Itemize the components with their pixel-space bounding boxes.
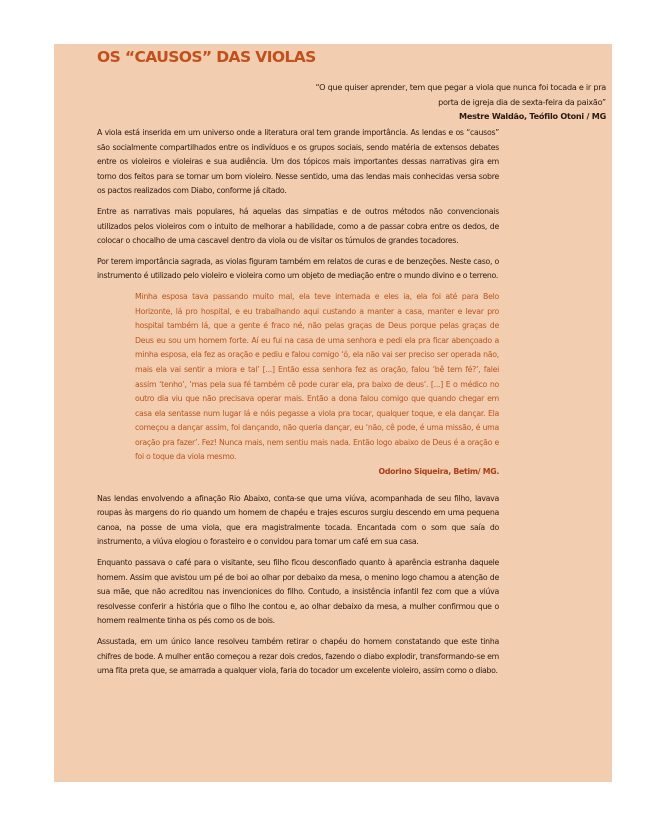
paragraph: Nas lendas envolvendo a afinação Rio Abaixo, conta-se que uma viúva, acompanhada de seu filho, lavava roupas às margens do rio quando um homem de chapéu e trajes escuros surgiu descendo em uma pequena canoa, na posse de uma viola, que era magistralmente tocada. Encantada com o som que saía do instrumento, a viúva elogiou o forasteiro e o convidou para tomar um café em sua casa. bbox=[97, 493, 499, 547]
section-title: OS “CAUSOS” DAS VIOLAS bbox=[97, 48, 316, 66]
paragraph: Por terem importância sagrada, as violas figuram também em relatos de curas e de benzeções. Neste caso, o instrumento é utilizado pelo violeiro e violeira como um objeto de mediação entre o mundo divino e o terreno. bbox=[97, 256, 499, 281]
article-body bbox=[97, 126, 499, 685]
epigraph-text: “O que quiser aprender, tem que pegar a viola que nunca foi tocada e ir pra porta de igreja dia de sexta-feira da paixão” bbox=[315, 82, 606, 107]
epigraph-author: Mestre Waldão, Teófilo Otoni / MG bbox=[459, 111, 606, 121]
paragraph: Entre as narrativas mais populares, há aquelas das simpatias e de outros métodos não convencionais utilizados pelos violeiros com o intuito de melhorar a habilidade, como a de passar cobra entre os dedos, de colocar o chocalho de uma cascavel dentro da viola ou de visitar os túmulos de grandes tocadores. bbox=[97, 206, 499, 246]
paragraph: A viola está inserida em um universo onde a literatura oral tem grande importância. As lendas e os “causos” são socialmente compartilhados entre os indivíduos e os grupos sociais, sendo matéria de extensos debates entre os violeiros e violeiras e sua audiência. Um dos tópicos mais importantes dessas narrativas gira em torno dos feitos para se tornar um bom violeiro. Nesse sentido, uma das lendas mais conhecidas versa sobre os pactos realizados com Diabo, conforme já citado. bbox=[97, 128, 499, 196]
quote-author: Odorino Siqueira, Betim/ MG. bbox=[378, 467, 499, 477]
epigraph bbox=[306, 80, 606, 124]
paragraph: Enquanto passava o café para o visitante, seu filho ficou desconfiado quanto à aparência estranha daquele homem. Assim que avistou um pé de boi ao olhar por debaixo da mesa, o menino logo chamou a atenção de sua mãe, que não acreditou nas invencionices do filho. Contudo, a insistência infantil fez com que a viúva resolvesse conferir a história que o filho lhe contou e, ao olhar debaixo da mesa, a mulher confirmou que o homem realmente tinha os pés como os de bois. bbox=[97, 558, 499, 626]
quote-text: Minha esposa tava passando muito mal, ela teve internada e eles ia, ela foi até para Belo Horizonte, lá pro hospital, e eu trabalhando aqui custando a manter a casa, manter e levar pro hospital também lá, que a gente é fraco né, não pelas graças de Deus porque pelas graças de Deus eu sou um homem forte. Aí eu fui na casa de uma senhora e pedi ela pra ficar abençoado a minha esposa, ela fez as oração e pediu e falou comigo ‘ó, ela não vai ser preciso ser operada não, mais ela vai sentir a miora e tal’ [...] Então essa senhora fez as oração, falou ‘bê tem fé?’, falei assim ‘tenho’, ‘mas pela sua fé também cê pode curar ela, pra baixo de deus’. [...] E o médico no outro dia viu que não precisava operar mais. Então a dona falou comigo que quando chegar em casa ela sentasse num lugar lá e nóis pegasse a viola pra tocar, qualquer toque, e ela dançar. Ela começou a dançar assim, foi dançando, não queria dançar, eu ‘não, cê pode, é uma missão, é uma oração pra fazer’. Fez! Nunca mais, nem sentiu mais nada. Então logo abaixo de Deus é a oração e foi o toque da viola mesmo. bbox=[135, 291, 499, 462]
paragraph: Assustada, em um único lance resolveu também retirar o chapéu do homem constatando que este tinha chifres de bode. A mulher então começou a rezar dois credos, fazendo o diabo explodir, transformando-se em uma fita preta que, se amarrada a qualquer viola, faria do tocador um excelente violeiro, assim como o diabo. bbox=[97, 637, 499, 676]
testimony-quote bbox=[135, 290, 499, 480]
